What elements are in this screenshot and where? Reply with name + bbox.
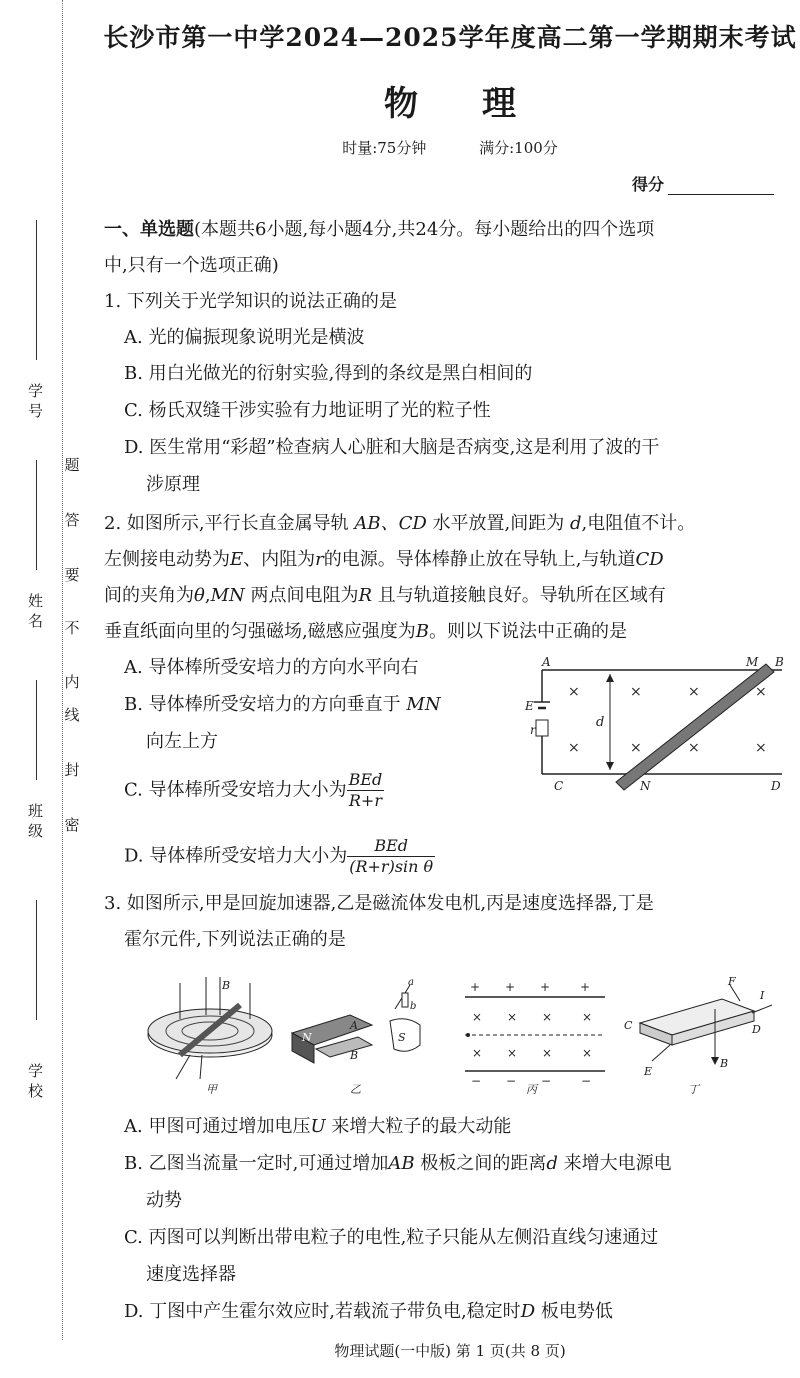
seal-char: 不: [64, 619, 80, 637]
score-blank: [668, 178, 774, 195]
class-label: 班 级: [26, 802, 44, 838]
q2-stem-line2: [104, 548, 664, 572]
name-label: 姓 名: [26, 592, 44, 628]
text: A. 甲图可通过增加电压: [124, 1116, 311, 1137]
seal-dotted-line: [62, 0, 63, 1340]
text: 、内阻为: [243, 549, 316, 570]
student-no-label: 学 号: [26, 382, 44, 418]
q3-figures: [140, 975, 780, 1097]
q3-option-d: [124, 1300, 613, 1324]
text: 来增大电源电: [563, 1153, 672, 1174]
svg-text:×: ×: [688, 740, 700, 756]
text: 间的夹角为: [104, 585, 194, 606]
svg-text:×: ×: [568, 740, 580, 756]
svg-text:+: +: [470, 980, 481, 994]
text: 左侧接电动势为: [104, 549, 230, 570]
school-label: 学 校: [26, 1062, 44, 1098]
mhd-label-a: a: [408, 977, 414, 988]
text: 且与轨道接触良好。导轨所在区域有: [377, 585, 666, 606]
label-D: D: [771, 779, 781, 793]
svg-text:×: ×: [542, 1010, 553, 1024]
text: D. 导体棒所受安培力大小为: [124, 845, 348, 867]
label-E: E: [525, 699, 534, 713]
var: d: [570, 513, 582, 534]
seal-char: 线: [64, 706, 80, 724]
numerator: BEd: [348, 770, 383, 789]
svg-text:×: ×: [507, 1010, 518, 1024]
var: r: [315, 549, 324, 570]
svg-text:×: ×: [507, 1046, 518, 1060]
subject-title: 物理: [384, 84, 580, 124]
svg-text:−: −: [506, 1074, 517, 1088]
q2-stem-line3: [104, 584, 666, 608]
q2-option-b: [124, 693, 441, 717]
seal-char: 内: [64, 673, 80, 691]
hall-element-figure: [624, 975, 772, 1096]
var: MN: [406, 694, 441, 715]
label-A: A: [542, 655, 551, 669]
hall-label-D: D: [752, 1023, 761, 1036]
text: 板电势低: [540, 1301, 613, 1322]
label-r: r: [530, 723, 536, 737]
school-field: [14, 900, 54, 1120]
score-box: [632, 172, 774, 195]
text: B. 乙图当流量一定时,可通过增加: [124, 1153, 389, 1174]
name-field: [14, 460, 54, 670]
mhd-label-S: S: [398, 1031, 406, 1044]
svg-text:×: ×: [542, 1046, 553, 1060]
class-field: [14, 680, 54, 880]
svg-text:+: +: [540, 980, 551, 994]
label-B: B: [775, 655, 784, 669]
q2-rail-figure: [520, 652, 790, 804]
q3-option-c-cont: 速度选择器: [146, 1264, 236, 1285]
text: C. 导体棒所受安培力大小为: [124, 779, 347, 801]
mhd-generator-figure: [292, 977, 420, 1096]
text: 极板之间的距离: [420, 1153, 547, 1174]
seal-char: 密: [64, 816, 80, 834]
text: 两点间电阻为: [250, 585, 359, 606]
var: AB、CD: [354, 513, 427, 534]
section-desc-2: 中,只有一个选项正确): [104, 255, 279, 276]
seal-char: 题: [64, 456, 80, 474]
q1-option-c: C. 杨氏双缝干涉实验有力地证明了光的粒子性: [124, 400, 491, 421]
q1-option-b: B. 用白光做光的衍射实验,得到的条纹是黑白相间的: [124, 363, 533, 384]
hall-label-F: F: [728, 975, 736, 988]
denominator: (R+r)sin θ: [349, 857, 434, 876]
hall-label-E: E: [644, 1065, 653, 1078]
velocity-selector-figure: [465, 980, 605, 1096]
caption-yi: 乙: [350, 1083, 361, 1096]
q3-option-a: [124, 1115, 511, 1139]
svg-text:×: ×: [582, 1010, 593, 1024]
q3-diagrams: [140, 975, 780, 1097]
exam-title: 长沙市第一中学2024—2025学年度高二第一学期期末考试: [103, 23, 797, 52]
seal-char: 要: [64, 566, 80, 584]
var: MN: [210, 585, 245, 606]
text: 的电源。导体棒静止放在导轨上,与轨道: [323, 549, 636, 570]
section-heading: [104, 218, 654, 242]
label-M: M: [746, 655, 759, 669]
q2-option-c: [124, 770, 384, 811]
svg-text:×: ×: [755, 740, 767, 756]
caption-ding: 丁: [688, 1083, 699, 1096]
seal-char: 封: [64, 761, 80, 779]
text: 垂直纸面向里的匀强磁场,磁感应强度为: [104, 621, 416, 642]
fraction: [347, 770, 385, 811]
fraction: [347, 836, 435, 877]
var: R: [358, 585, 373, 606]
var: U: [310, 1116, 326, 1137]
q1-option-d: D. 医生常用“彩超”检查病人心脏和大脑是否病变,这是利用了波的干: [124, 437, 660, 458]
rail-diagram: [520, 652, 790, 804]
svg-text:−: −: [581, 1074, 592, 1088]
hall-label-C: C: [624, 1019, 633, 1032]
label-N: N: [640, 779, 651, 793]
q1-option-d-cont: 涉原理: [146, 474, 200, 495]
seal-char: 答: [64, 511, 80, 529]
svg-text:×: ×: [688, 684, 700, 700]
mhd-label-N: N: [302, 1031, 312, 1044]
q1-stem: 1. 下列关于光学知识的说法正确的是: [104, 291, 397, 312]
exam-info: [100, 137, 800, 158]
label-C: C: [554, 779, 564, 793]
svg-text:−: −: [541, 1074, 552, 1088]
var: E: [230, 549, 244, 570]
svg-text:×: ×: [568, 684, 580, 700]
var: CD: [635, 549, 664, 570]
full-score: 满分:100分: [479, 139, 558, 157]
time-limit: 时量:75分钟: [342, 139, 427, 157]
q1-option-a: A. 光的偏振现象说明光是横波: [124, 327, 365, 348]
svg-text:×: ×: [630, 740, 642, 756]
section-title: 一、单选题: [104, 219, 194, 240]
svg-text:×: ×: [755, 684, 767, 700]
q2-stem-line1: [104, 512, 695, 536]
q3-option-b-cont: 动势: [146, 1190, 182, 1211]
text: ,电阻值不计。: [581, 513, 696, 534]
mhd-label-A: A: [350, 1019, 358, 1032]
text: ,: [204, 585, 211, 606]
var: AB: [388, 1153, 415, 1174]
text: 。则以下说法中正确的是: [428, 621, 627, 642]
text: 来增大粒子的最大动能: [331, 1116, 512, 1137]
text: 2. 如图所示,平行长直金属导轨: [104, 513, 349, 534]
cyc-label-B: B: [222, 979, 231, 992]
svg-text:+: +: [505, 980, 516, 994]
q3-stem-line2: 霍尔元件,下列说法正确的是: [124, 929, 346, 950]
var: B: [415, 621, 429, 642]
q2-option-b-cont: 向左上方: [146, 731, 218, 752]
caption-bing: 丙: [526, 1083, 537, 1096]
var: D: [520, 1301, 536, 1322]
cyclotron-figure: [148, 977, 272, 1096]
hall-label-B: B: [720, 1057, 729, 1070]
text: B. 导体棒所受安培力的方向垂直于: [124, 694, 401, 715]
svg-text:×: ×: [472, 1046, 483, 1060]
var: d: [546, 1153, 558, 1174]
label-d: d: [596, 715, 605, 730]
svg-text:+: +: [580, 980, 591, 994]
text: D. 丁图中产生霍尔效应时,若载流子带负电,稳定时: [124, 1301, 521, 1322]
score-label: 得分: [632, 175, 665, 194]
svg-text:×: ×: [582, 1046, 593, 1060]
q3-stem-line1: 3. 如图所示,甲是回旋加速器,乙是磁流体发电机,丙是速度选择器,丁是: [104, 893, 654, 914]
numerator: BEd: [347, 836, 435, 857]
binding-margin: [0, 0, 100, 1378]
svg-text:−: −: [471, 1074, 482, 1088]
page-footer: 物理试题(一中版) 第 1 页(共 8 页): [334, 1342, 566, 1360]
student-no-field: [14, 220, 54, 450]
hall-label-I: I: [760, 989, 765, 1002]
denominator: R+r: [348, 791, 382, 810]
var: θ: [194, 585, 205, 606]
q2-option-d: [124, 836, 435, 877]
q3-option-c: C. 丙图可以判断出带电粒子的电性,粒子只能从左侧沿直线匀速通过: [124, 1227, 659, 1248]
q3-option-b: [124, 1152, 672, 1176]
caption-jia: 甲: [206, 1083, 217, 1096]
q2-stem-line4: [104, 620, 627, 644]
section-desc: (本题共6小题,每小题4分,共24分。每小题给出的四个选项: [194, 219, 655, 240]
q2-option-a: A. 导体棒所受安培力的方向水平向右: [124, 657, 419, 678]
svg-text:×: ×: [472, 1010, 483, 1024]
svg-text:×: ×: [630, 684, 642, 700]
mhd-label-B: B: [350, 1049, 359, 1062]
mhd-label-b: b: [410, 1001, 417, 1012]
text: 水平放置,间距为: [432, 513, 565, 534]
